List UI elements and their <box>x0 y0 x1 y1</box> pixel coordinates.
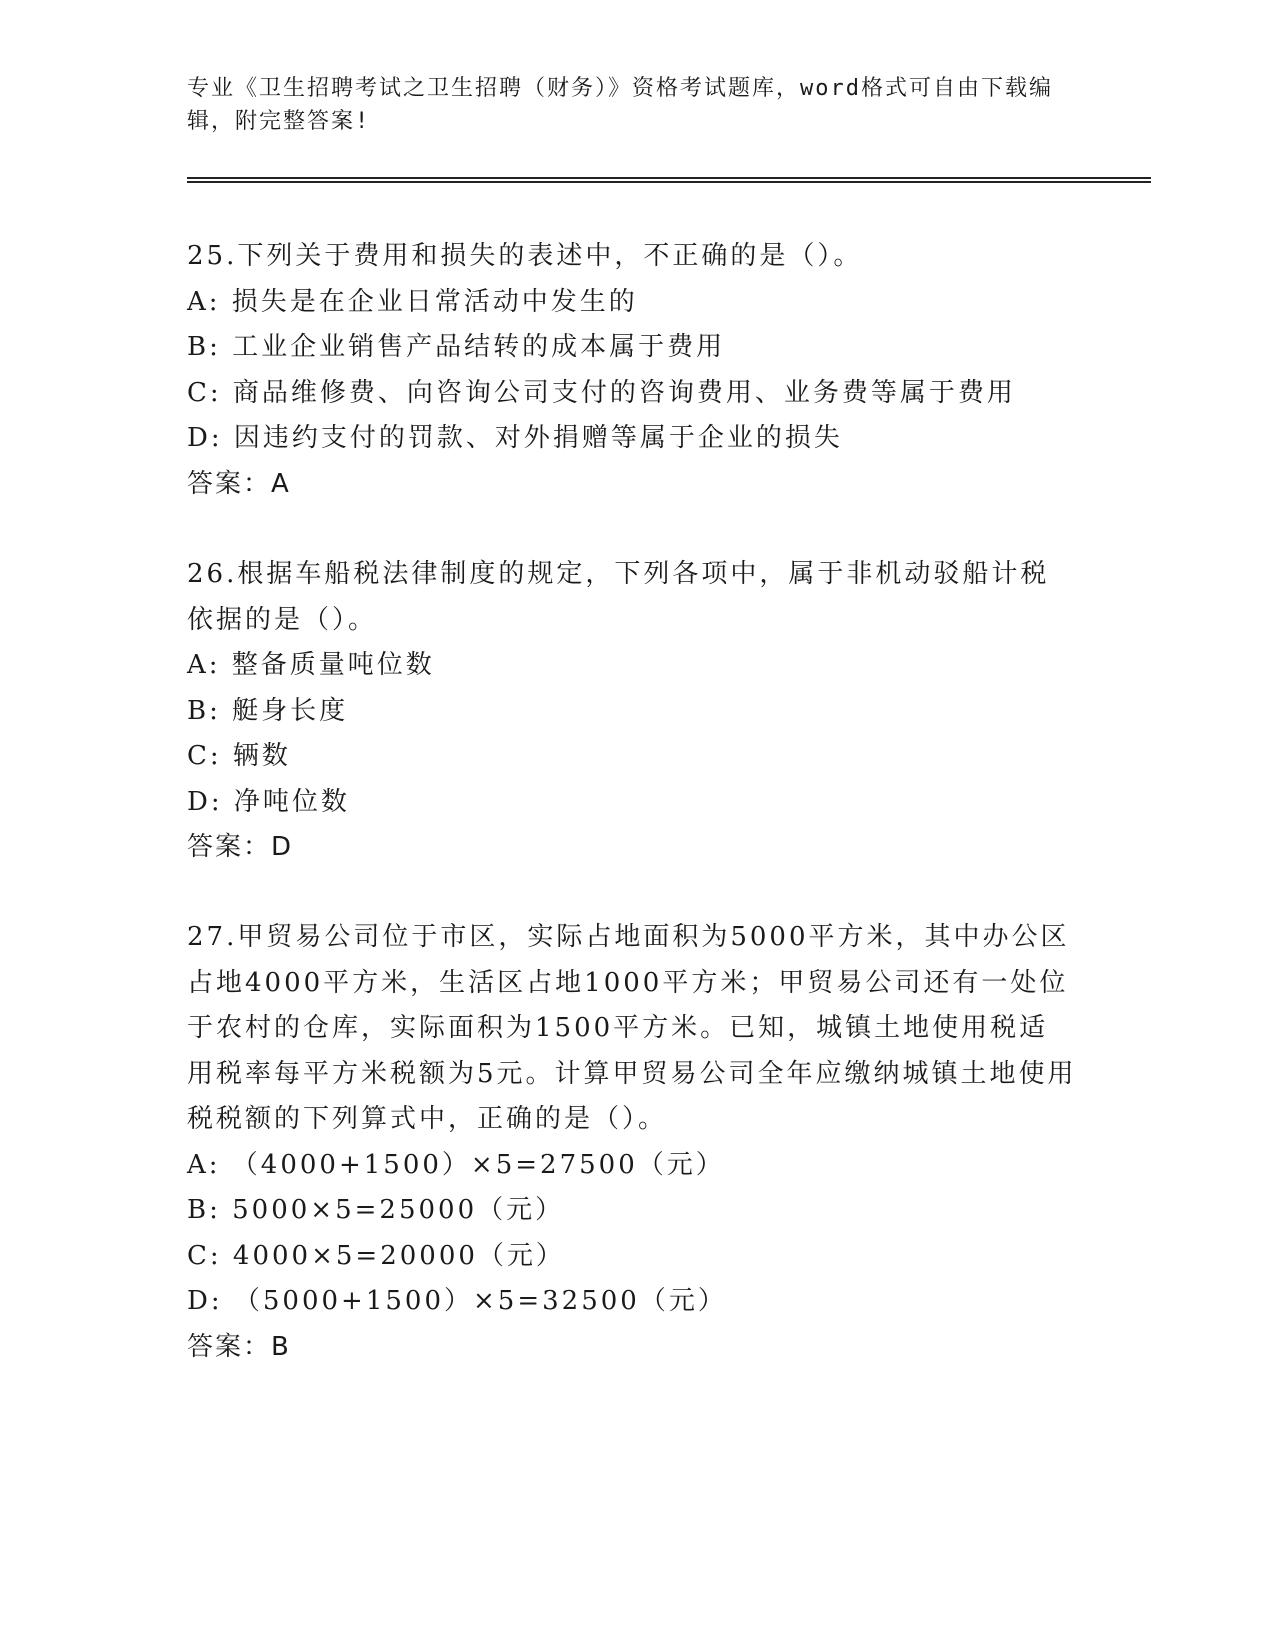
question-stem: 27.甲贸易公司位于市区，实际占地面积为5000平方米，其中办公区占地4000平方米，生活区占地1000平方米；甲贸易公司还有一处位于农村的仓库，实际面积为1500平方米。已知，城镇土地使用税适用税率每平方米税额为5元。计算甲贸易公司全年应缴纳城镇土地使用税税额的下列算式中，正确的是（）。 <box>187 922 1077 1134</box>
answer-line: 答案：D <box>187 832 294 862</box>
question-25 <box>187 234 1077 507</box>
option-c: C: 辆数 <box>187 741 291 771</box>
option-a: A: 损失是在企业日常活动中发生的 <box>187 286 638 317</box>
option-a: A: （4000+1500）×5=27500（元） <box>187 1149 725 1180</box>
question-27 <box>187 915 1077 1370</box>
option-b: B: 5000×5=25000（元） <box>187 1195 565 1225</box>
answer-line: 答案：A <box>187 468 291 499</box>
answer-line: 答案：B <box>187 1331 291 1362</box>
header-divider <box>187 177 1151 183</box>
document-intro: 专业《卫生招聘考试之卫生招聘（财务）》资格考试题库，word格式可自由下载编辑，附完整答案! <box>187 76 1053 134</box>
option-c: C: 4000×5=20000（元） <box>187 1240 565 1271</box>
question-26 <box>187 552 1077 871</box>
option-b: B: 艇身长度 <box>187 695 349 726</box>
option-d: D: 净吨位数 <box>187 786 350 817</box>
option-b: B: 工业企业销售产品结转的成本属于费用 <box>187 332 726 362</box>
option-c: C: 商品维修费、向咨询公司支付的咨询费用、业务费等属于费用 <box>187 377 1016 408</box>
question-stem: 25.下列关于费用和损失的表述中，不正确的是（）。 <box>187 241 863 271</box>
option-d: D: 因违约支付的罚款、对外捐赠等属于企业的损失 <box>187 423 843 453</box>
option-d: D: （5000+1500）×5=32500（元） <box>187 1286 727 1316</box>
question-stem: 26.根据车船税法律制度的规定，下列各项中，属于非机动驳船计税依据的是（）。 <box>187 559 1050 635</box>
option-a: A: 整备质量吨位数 <box>187 650 435 680</box>
